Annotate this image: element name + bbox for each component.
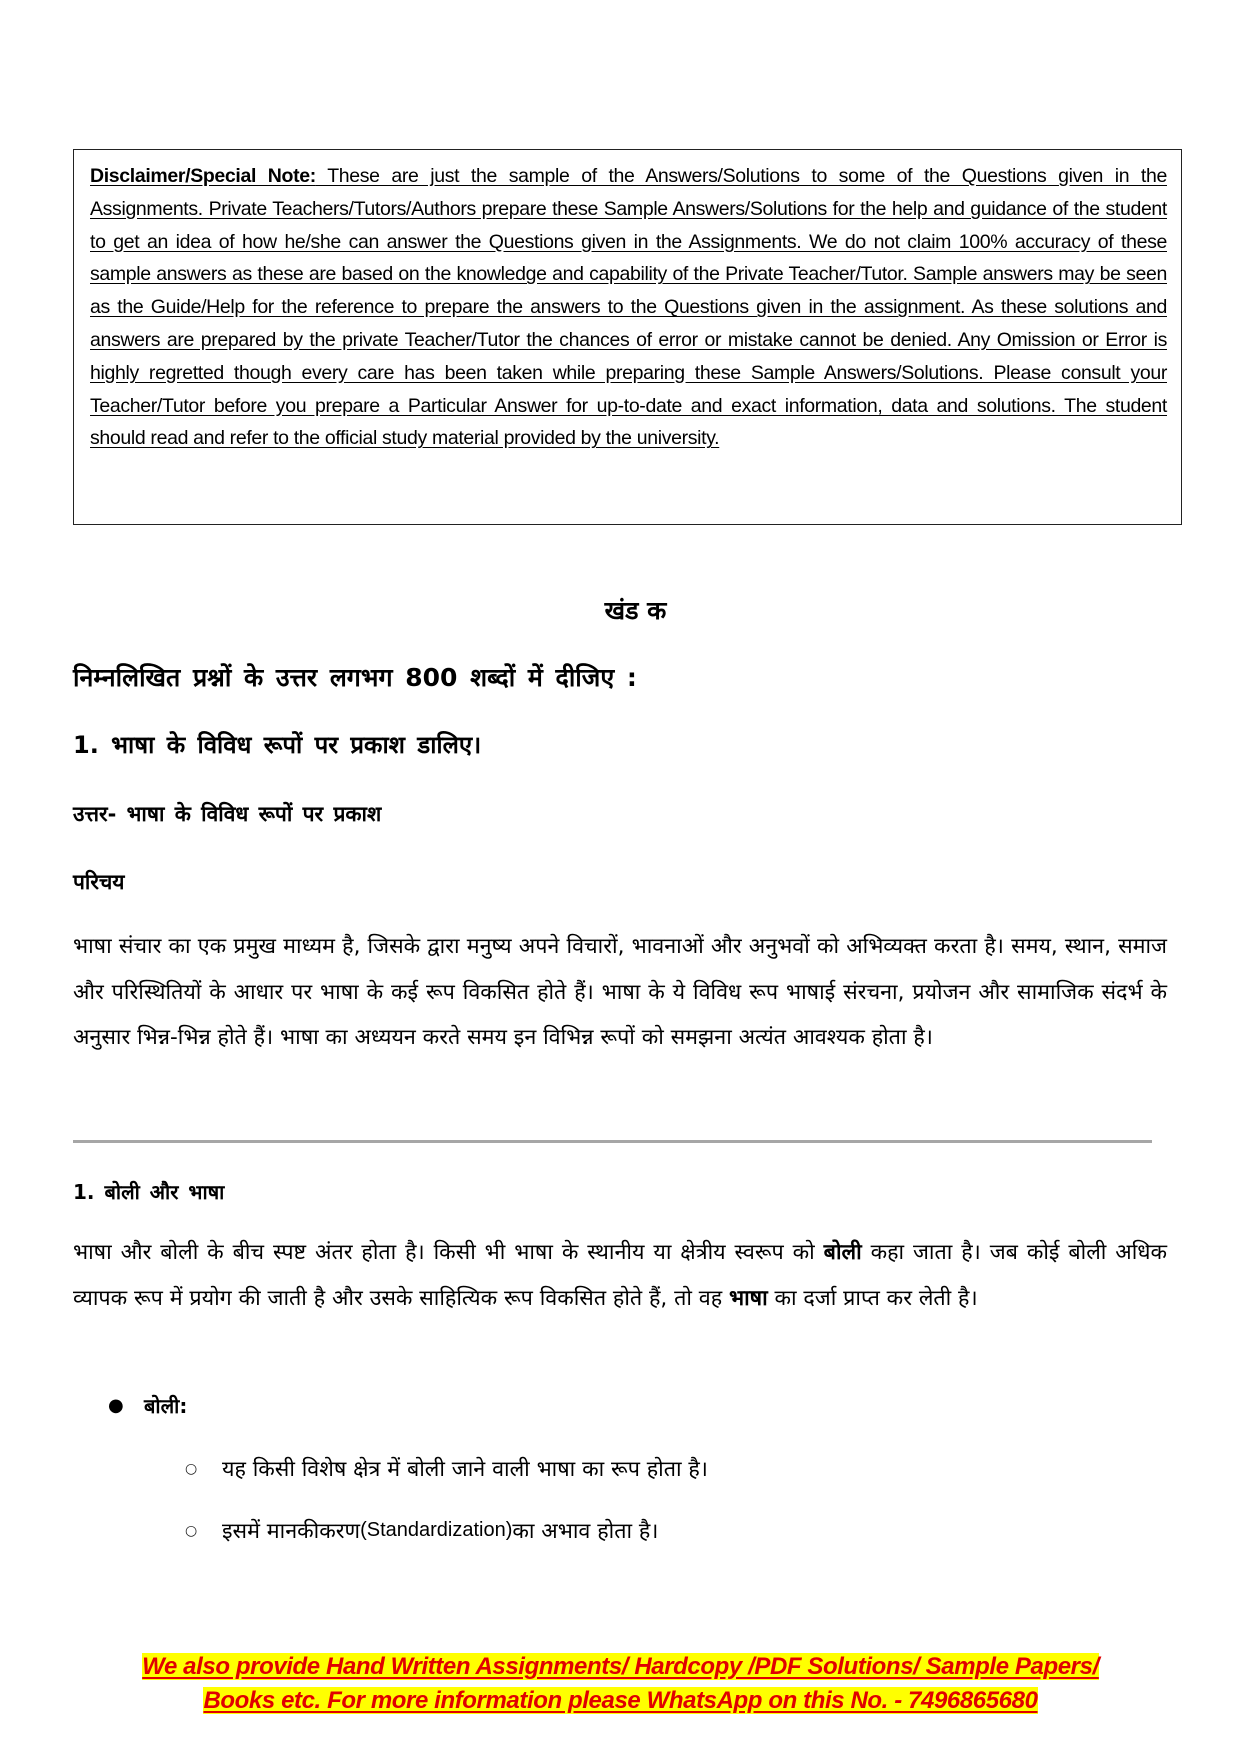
hollow-circle-icon: ○ — [185, 1522, 198, 1539]
promo-banner — [0, 1650, 1241, 1718]
para-text-1: भाषा और बोली के बीच स्पष्ट अंतर होता है। किसी भी भाषा के स्थानीय या क्षेत्रीय स्वरूप को — [73, 1240, 824, 1265]
sub-bullet-text: इसमें मानकीकरण — [222, 1519, 361, 1544]
hollow-circle-icon: ○ — [185, 1460, 198, 1477]
intro-heading: परिचय — [73, 870, 125, 894]
intro-paragraph: भाषा संचार का एक प्रमुख माध्यम है, जिसके द्वारा मनुष्य अपने विचारों, भावनाओं और अनुभवों को अभिव्यक्त करता है। समय, स्थान, समाज और परिस्थितियों के आधार पर भाषा के कई रूप विकसित होते हैं। भाषा के ये विविध रूप भाषाई संरचना, प्रयोजन और सामाजिक संदर्भ के अनुसार भिन्न-भिन्न होते हैं। भाषा का अध्ययन करते समय इन विभिन्न रूपों को समझना अत्यंत आवश्यक होता है। — [73, 934, 1167, 1050]
disclaimer-box — [73, 149, 1182, 525]
subsection-heading: 1. बोली और भाषा — [73, 1180, 225, 1204]
para-text-2: कहा जाता है। जब कोई बोली अधिक व्यापक रूप में प्रयोग की जाती है और उसके साहित्यिक रूप विकसित होते हैं, तो वह — [73, 1240, 1167, 1311]
sub-bullet-item — [185, 1516, 658, 1545]
bullet-dot-icon: ● — [108, 1395, 124, 1416]
answer-heading: उत्तर- भाषा के विविध रूपों पर प्रकाश — [73, 802, 382, 826]
para-bold-boli: बोली — [823, 1240, 862, 1265]
sub-bullet-item — [185, 1454, 708, 1483]
horizontal-divider — [73, 1140, 1152, 1143]
promo-line-2: Books etc. For more information please WhatsApp on this No. - 7496865680 — [203, 1687, 1038, 1714]
bullet-label: बोली: — [144, 1394, 188, 1418]
bullet-item — [108, 1392, 187, 1419]
sub-bullet-text: यह किसी विशेष क्षेत्र में बोली जाने वाली भाषा का रूप होता है। — [222, 1457, 708, 1482]
question-heading: 1. भाषा के विविध रूपों पर प्रकाश डालिए। — [73, 731, 482, 759]
disclaimer-body: These are just the sample of the Answers/Solutions to some of the Questions given in the Assignments. Private Teachers/Tutors/Authors prepare these Sample Answers/Solutions for the help and guidance of the student to get an idea of how he/she can answer the Questions given in the Assignments. We do not claim 100% accuracy of these sample answers as these are based on the knowledge and capability of the Private Teacher/Tutor. Sample answers may be seen as the Guide/Help for the reference to prepare the answers to the Questions given in the assignment. As these solutions and answers are prepared by the private Teacher/Tutor the chances of error or mistake cannot be denied. Any Omission or Error is highly regretted though every care has been taken while preparing these Sample Answers/Solutions. Please consult your Teacher/Tutor before you prepare a Particular Answer for up-to-date and exact information, data and solutions. The student should read and refer to the official study material provided by the university. — [90, 165, 1167, 450]
subsection-paragraph — [73, 1230, 1167, 1321]
disclaimer-label: Disclaimer/Special Note: — [90, 165, 316, 187]
disclaimer-text — [90, 160, 1167, 455]
para-text-3: का दर्जा प्राप्त कर लेती है। — [767, 1285, 978, 1311]
instruction-text: निम्नलिखित प्रश्नों के उत्तर लगभग 800 शब्दों में दीजिए : — [73, 663, 637, 692]
sub-bullet-latin: (Standardization) — [360, 1519, 513, 1541]
section-title: खंड क — [604, 596, 667, 625]
para-bold-bhasha: भाषा — [728, 1285, 768, 1311]
sub-bullet-text-end: का अभाव होता है। — [512, 1519, 659, 1544]
promo-line-1: We also provide Hand Written Assignments/ Hardcopy /PDF Solutions/ Sample Papers/ — [142, 1653, 1099, 1680]
